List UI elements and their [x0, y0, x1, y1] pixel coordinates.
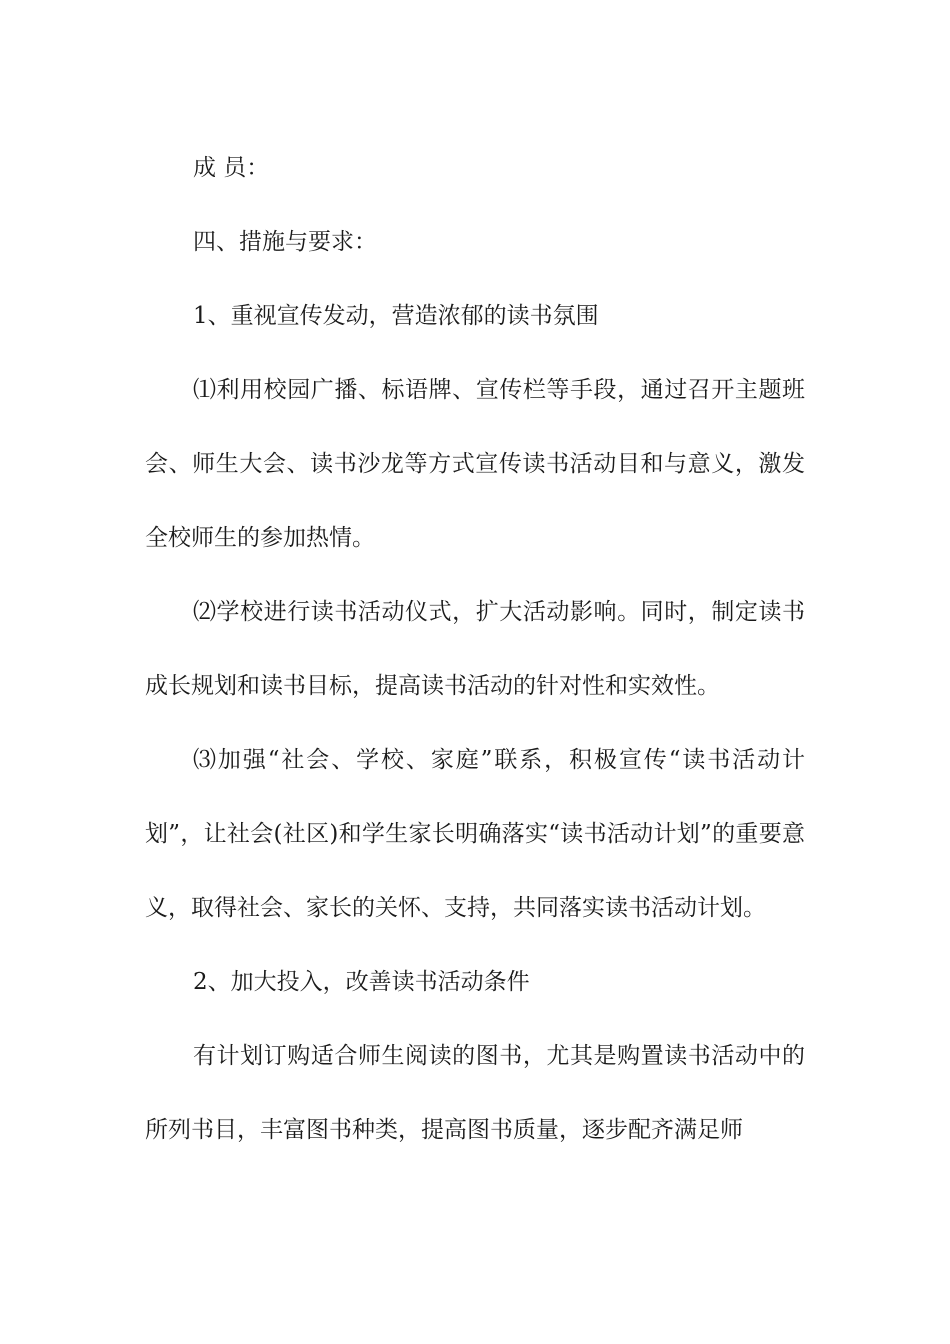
document-body [145, 131, 805, 1167]
paragraph-book-purchase: 有计划订购适合师生阅读的图书，尤其是购置读书活动中的所列书目，丰富图书种类，提高图书质量，逐步配齐满足师 [145, 1043, 805, 1143]
members-line: 成 员： [193, 155, 270, 181]
subheading-investment: 2、加大投入，改善读书活动条件 [193, 969, 530, 995]
paragraph-item-3: ⑶加强“社会、学校、家庭”联系，积极宣传“读书活动计划”，让社会(社区)和学生家长明确落实“读书活动计划”的重要意义，取得社会、家长的关怀、支持，共同落实读书活动计划。 [145, 747, 805, 921]
paragraph-item-1: ⑴利用校园广播、标语牌、宣传栏等手段，通过召开主题班会、师生大会、读书沙龙等方式宣传读书活动目和与意义，激发全校师生的参加热情。 [145, 377, 805, 551]
paragraph-item-2: ⑵学校进行读书活动仪式，扩大活动影响。同时，制定读书成长规划和读书目标，提高读书活动的针对性和实效性。 [145, 599, 805, 699]
subheading-publicity: 1、重视宣传发动，营造浓郁的读书氛围 [193, 303, 599, 329]
section-heading-measures: 四、措施与要求： [193, 229, 377, 255]
